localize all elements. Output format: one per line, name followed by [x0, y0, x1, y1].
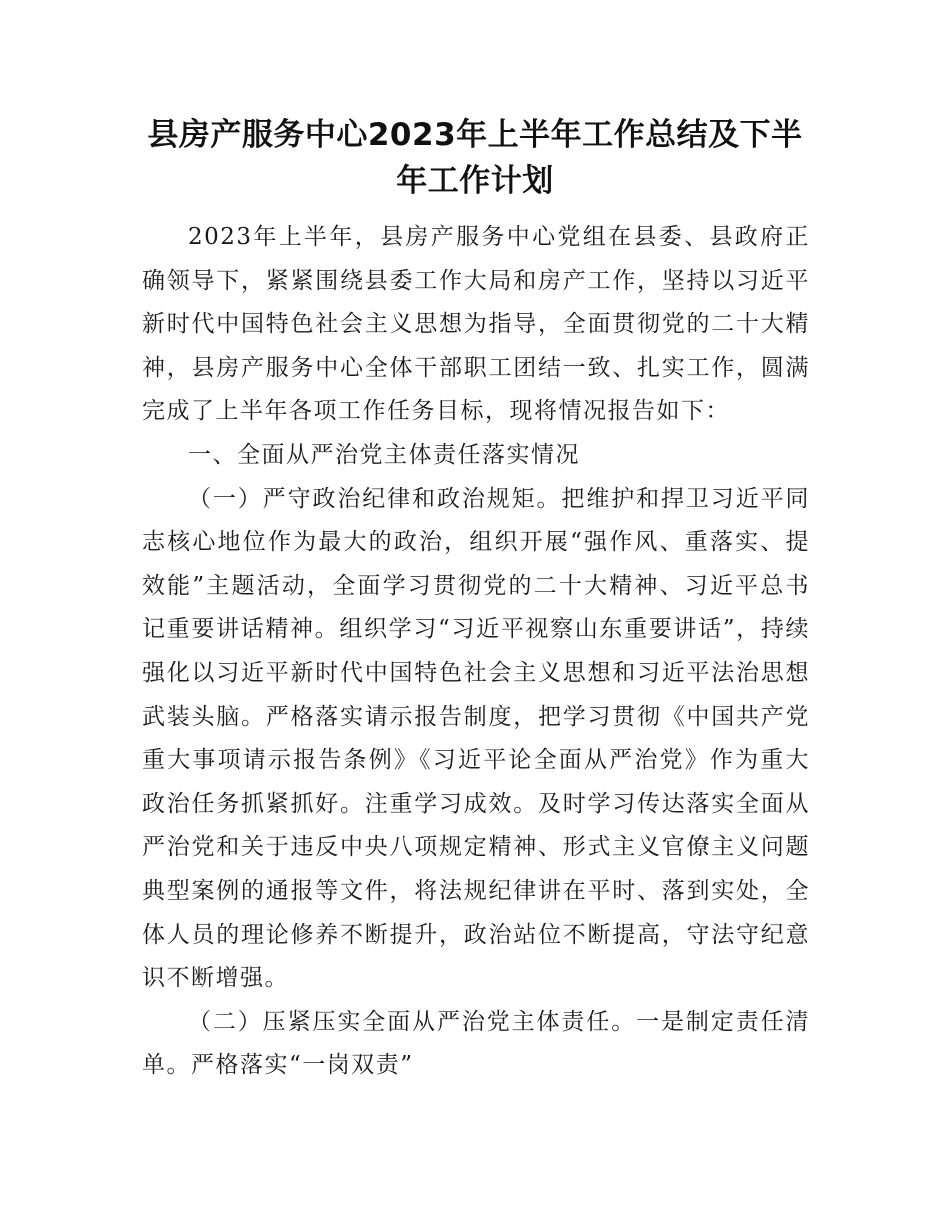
- intro-paragraph: 2023年上半年，县房产服务中心党组在县委、县政府正确领导下，紧紧围绕县委工作大局和房产工作，坚持以习近平新时代中国特色社会主义思想为指导，全面贯彻党的二十大精神，县房产服务中心全体干部职工团结一致、扎实工作，圆满完成了上半年各项工作任务目标，现将情况报告如下：: [142, 224, 810, 425]
- subsection-paragraph-1: （一）严守政治纪律和政治规矩。把维护和捍卫习近平同志核心地位作为最大的政治，组织开展“强作风、重落实、提效能”主题活动，全面学习贯彻党的二十大精神、习近平总书记重要讲话精神。组织学习“习近平视察山东重要讲话”，持续强化以习近平新时代中国特色社会主义思想和习近平法治思想武装头脑。严格落实请示报告制度，把学习贯彻《中国共产党重大事项请示报告条例》《习近平论全面从严治党》作为重大政治任务抓紧抓好。注重学习成效。及时学习传达落实全面从严治党和关于违反中央八项规定精神、形式主义官僚主义问题典型案例的通报等文件，将法规纪律讲在平时、落到实处，全体人员的理论修养不断提升，政治站位不断提高，守法守纪意识不断增强。: [142, 485, 810, 992]
- title-line-2: 年工作计划: [396, 163, 554, 199]
- document-body: [142, 216, 810, 1088]
- document-title: [140, 112, 810, 204]
- section-heading-1: 一、全面从严治党主体责任落实情况: [188, 441, 580, 468]
- title-line-1: 县房产服务中心2023年上半年工作总结及下半: [147, 117, 803, 153]
- subsection-paragraph-2: （二）压紧压实全面从严治党主体责任。一是制定责任清单。严格落实“一岗双责”: [142, 1008, 810, 1079]
